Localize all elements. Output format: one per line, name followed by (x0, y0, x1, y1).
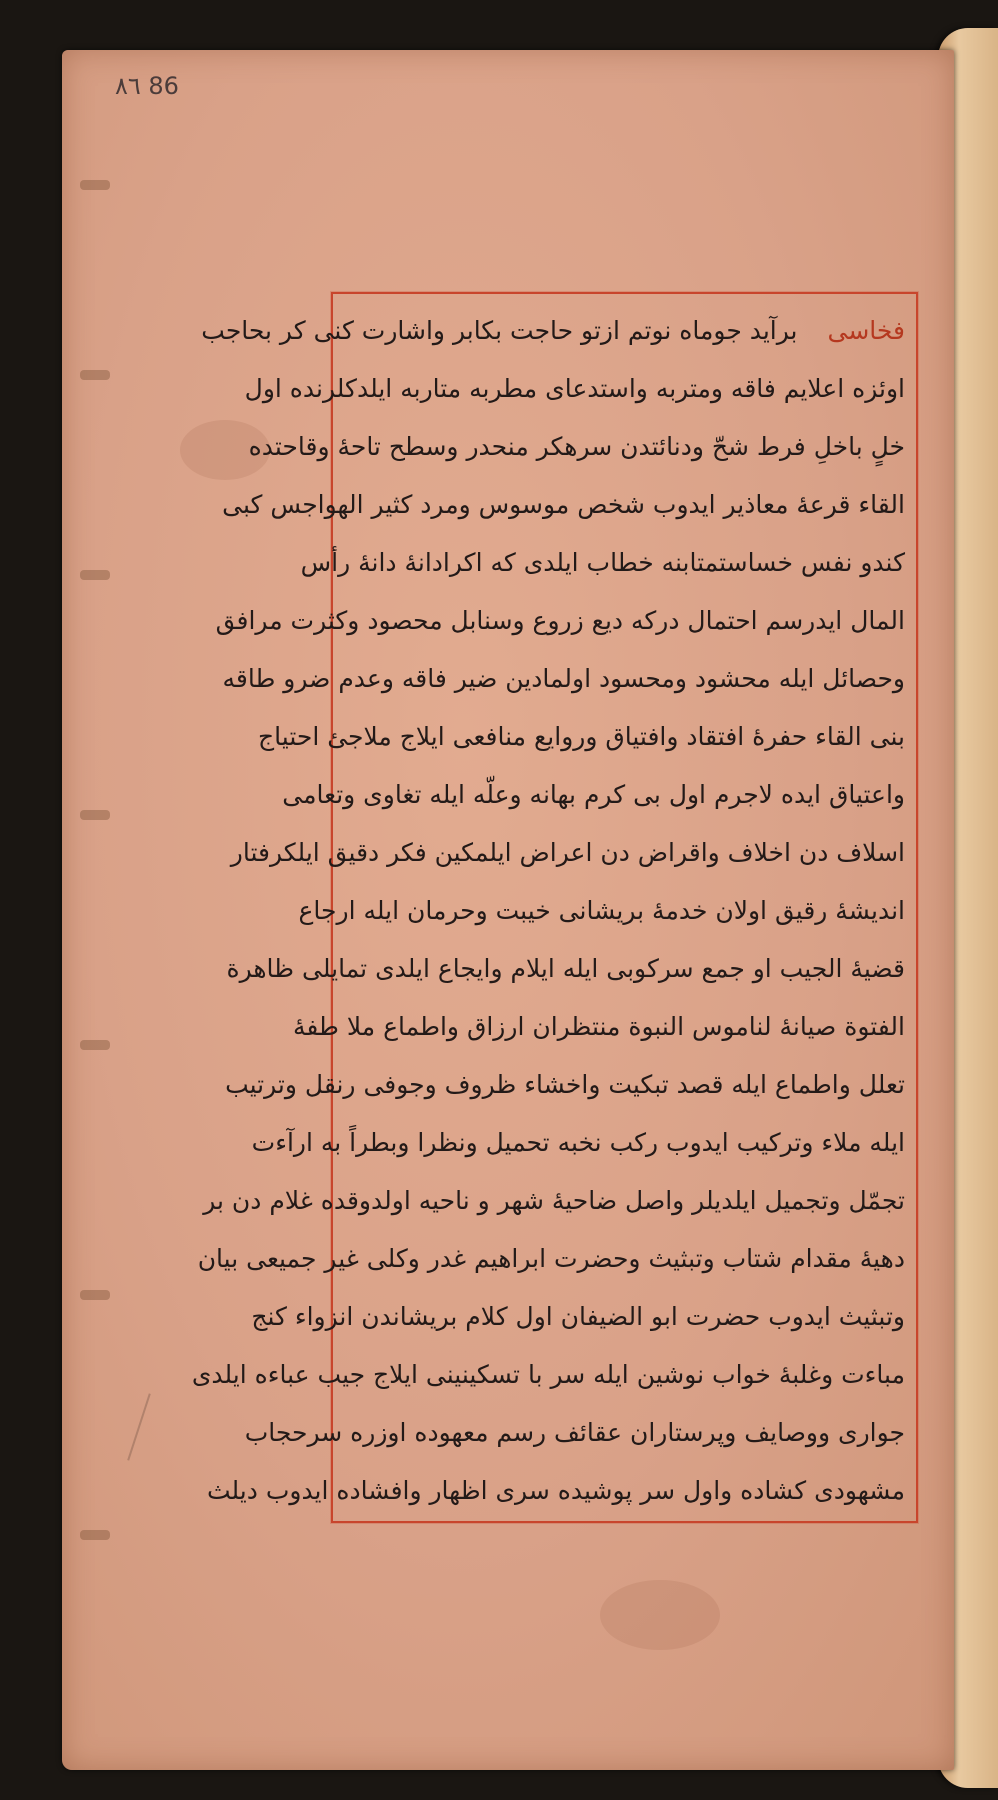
ink-bleed-mark (80, 1530, 110, 1540)
ink-bleed-mark (80, 370, 110, 380)
ink-bleed-mark (80, 1040, 110, 1050)
text-line: اسلاف دن اخلاف واقراض دن اعراض ایلمکین فکر دقیق ایلکرفتار (230, 838, 905, 867)
text-line: بنی القاء حفرهٔ افتقاد وافتیاق وروایع منافعی ایلاج ملاجئ احتیاج (258, 722, 905, 751)
text-line: الفتوة صیانهٔ لناموس النبوة منتظران ارزاق واطماع ملا طفهٔ (292, 1012, 905, 1041)
text-line: خلٍ باخلِ فرط شحّ ودنائتدن سرهکر منحدر وسطح تاحهٔ وقاحتده (248, 432, 905, 461)
text-line: مشهودی کشاده واول سر پوشیده سری اظهار وافشاده ایدوب دیلث (206, 1476, 905, 1505)
text-line: المال ایدرسم احتمال درکه دیع زروع وسنابل محصود وکثرت مرافق (215, 606, 905, 635)
ink-bleed-mark (80, 570, 110, 580)
text-line: وتبثیث ایدوب حضرت ابو الضیفان اول کلام بریشاندن انزواء کنج (251, 1302, 905, 1331)
text-line: قضیهٔ الجیب او جمع سرکوبی ایله ایلام وایجاع ایلدی تمایلی ظاهرة (226, 954, 905, 983)
ink-bleed-mark (80, 810, 110, 820)
text-line: دهیهٔ مقدام شتاب وتبثیث وحضرت ابراهیم غدر وکلی غیر جمیعی بیان (197, 1244, 905, 1273)
text-line: وحصائل ایله محشود ومحسود اولمادین ضیر فاقه وعدم ضرو طاقه (222, 664, 905, 693)
text-line: واعتیاق ایده لاجرم اول بی کرم بهانه وعلّه ایله تغاوی وتعامی (282, 780, 905, 809)
text-line: اندیشهٔ رقیق اولان خدمهٔ بریشانی خیبت وحرمان ایله ارجاع (298, 896, 905, 925)
text-line: ایله ملاء وترکیب ایدوب رکب نخبه تحمیل ونظرا وبطراً به ارآءت (251, 1128, 905, 1157)
paper-stain (600, 1580, 720, 1650)
ink-bleed-mark (80, 180, 110, 190)
text-line: تعلل واطماع ایله قصد تبکیت واخشاء ظروف وجوفی رنقل وترتیب (225, 1070, 905, 1099)
head-line-text: برآید جوماه نوتم ازتو حاجت بکابر واشارت کنی کر بحاجب (201, 316, 798, 345)
text-line: جواری ووصایف وپرستاران عقائف رسم معهوده اوزره سرحجاب (244, 1418, 905, 1447)
text-block (191, 302, 905, 1520)
rubric-word: فخاسی (827, 316, 905, 345)
text-line: تجمّل وتجمیل ایلدیلر واصل ضاحیهٔ شهر و ناحیه اولدوقده غلام دن بر (203, 1186, 905, 1215)
ink-bleed-mark (80, 1290, 110, 1300)
text-line: مباءت وغلبهٔ خواب نوشین ایله سر با تسکینینی ایلاج جیب عباءه ایلدی (191, 1360, 905, 1389)
text-line: اوئزه اعلایم فاقه ومتربه واستدعای مطربه متاربه ایلدکلرنده اول (244, 374, 905, 403)
folio-number: ٨٦ 86 (115, 72, 179, 100)
text-line: کندو نفس خساستمتابنه خطاب ایلدی که اکرادانهٔ دانهٔ رأس (300, 548, 905, 577)
text-line: القاء قرعهٔ معاذیر ایدوب شخص موسوس ومرد کثیر الهواجس کبی (222, 490, 905, 519)
text-line-head (201, 302, 905, 360)
